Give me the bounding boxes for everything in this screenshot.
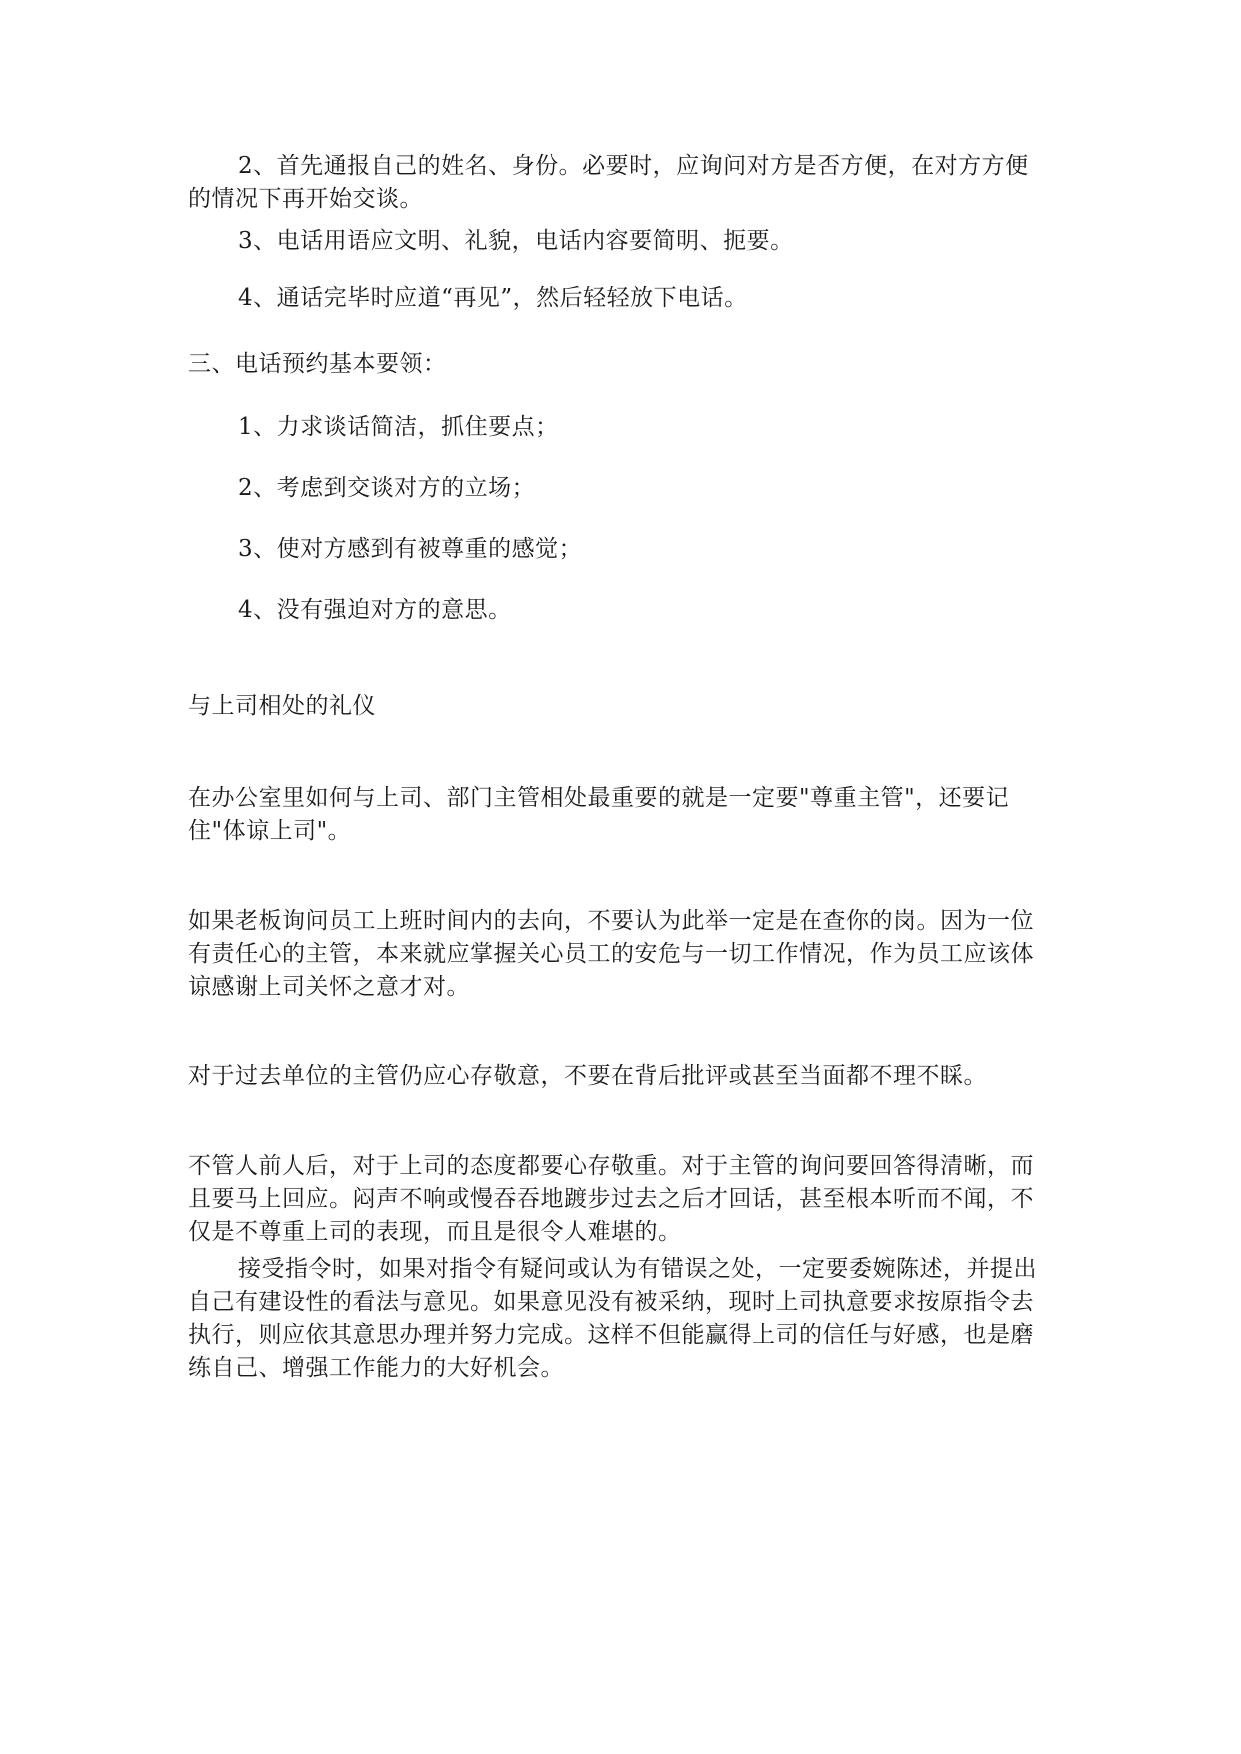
paragraph-phone-step-2: 2、首先通报自己的姓名、身份。必要时，应询问对方是否方便，在对方方便的情况下再开始交谈。 (188, 153, 1029, 212)
section-heading-superior-etiquette: 与上司相处的礼仪 (188, 693, 376, 719)
list-item-appointment-3: 3、使对方感到有被尊重的感觉； (238, 536, 583, 562)
paragraph-receiving-instructions: 接受指令时，如果对指令有疑问或认为有错误之处，一定要委婉陈述，并提出自己有建设性的看法与意见。如果意见没有被采纳，现时上司执意要求按原指令去执行，则应依其意思办理并努力完成。这样不但能赢得上司的信任与好感，也是磨练自己、增强工作能力的大好机会。 (188, 1256, 1037, 1381)
paragraph-respect-superior: 在办公室里如何与上司、部门主管相处最重要的就是一定要"尊重主管"，还要记住"体谅上司"。 (188, 785, 1010, 844)
paragraph-phone-step-3: 3、电话用语应文明、礼貌，电话内容要简明、扼要。 (238, 228, 794, 254)
paragraph-boss-inquiry: 如果老板询问员工上班时间内的去向，不要认为此举一定是在查你的岗。因为一位有责任心的主管，本来就应掌握关心员工的安危与一切工作情况，作为员工应该体谅感谢上司关怀之意才对。 (188, 908, 1034, 1000)
paragraph-attitude-respect: 不管人前人后，对于上司的态度都要心存敬重。对于主管的询问要回答得清晰，而且要马上回应。闷声不响或慢吞吞地踱步过去之后才回话，甚至根本听而不闻，不仅是不尊重上司的表现，而且是很令人难堪的。 (188, 1153, 1034, 1245)
section-heading-phone-appointment: 三、电话预约基本要领： (188, 351, 447, 377)
list-item-appointment-2: 2、考虑到交谈对方的立场； (238, 475, 536, 501)
paragraph-former-supervisor: 对于过去单位的主管仍应心存敬意，不要在背后批评或甚至当面都不理不睬。 (188, 1063, 987, 1089)
list-item-appointment-4: 4、没有强迫对方的意思。 (238, 597, 512, 623)
paragraph-phone-step-4: 4、通话完毕时应道“再见”，然后轻轻放下电话。 (238, 285, 748, 311)
list-item-appointment-1: 1、力求谈话简洁，抓住要点； (238, 414, 559, 440)
